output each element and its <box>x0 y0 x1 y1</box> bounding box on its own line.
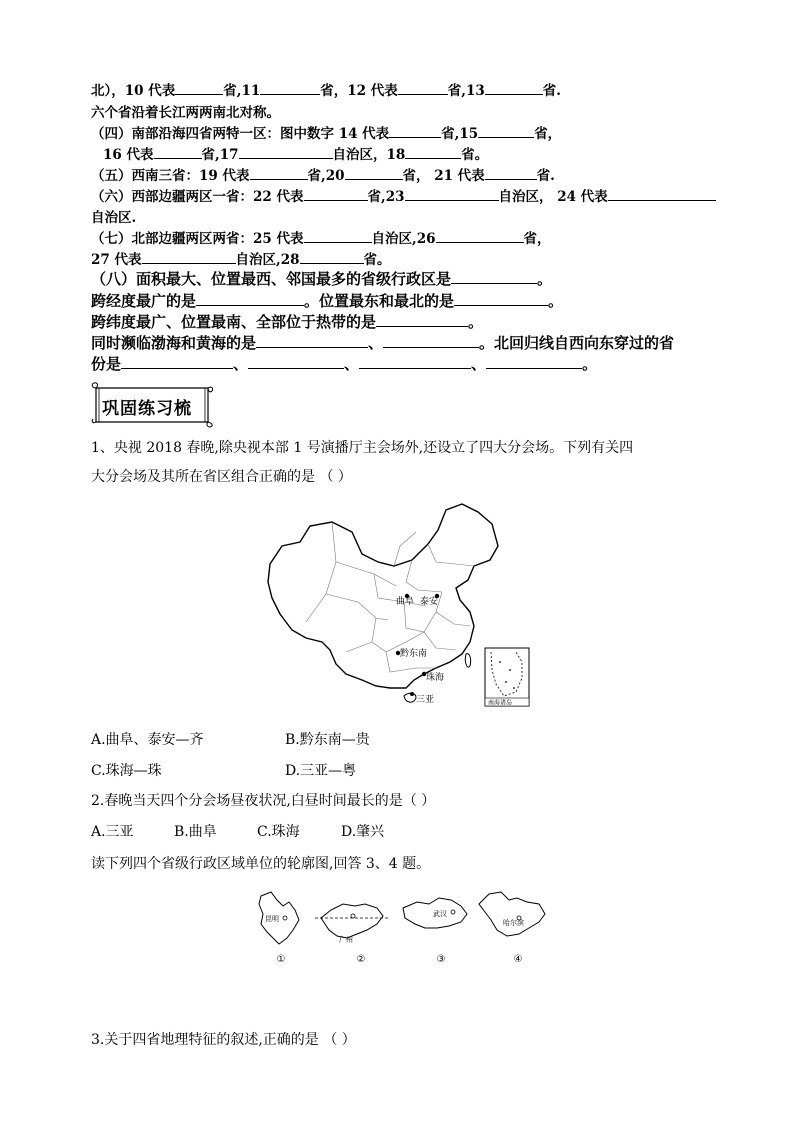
fill-line-10 <box>91 268 552 289</box>
china-map <box>266 502 534 712</box>
taiwan-island <box>465 654 470 667</box>
q1-line1: 1、央视 2018 春晚,除央视本部 1 号演播厅主会场外,还设立了四大分会场。下列有关四 <box>91 440 634 456</box>
blank[interactable] <box>405 188 499 201</box>
blank[interactable] <box>345 167 403 180</box>
south-china-sea-inset <box>485 648 529 707</box>
fill-line-1 <box>91 79 561 99</box>
blank[interactable] <box>260 82 320 95</box>
outline-2-city: 广州 <box>339 936 353 944</box>
q3-stem: 3.关于四省地理特征的叙述,正确的是 （ ） <box>91 1032 356 1048</box>
blank[interactable] <box>451 271 537 284</box>
text: 、 <box>368 334 384 352</box>
blank[interactable] <box>486 356 582 369</box>
text: 27 代表 <box>91 252 142 268</box>
text: 省,17 <box>201 147 239 163</box>
blank[interactable] <box>398 82 448 95</box>
outline-3-number: ③ <box>436 954 446 965</box>
fill-line-3 <box>91 122 561 142</box>
text: 省，12 代表 <box>320 83 398 99</box>
text: 省. <box>536 168 555 184</box>
hainan-island <box>404 693 416 702</box>
blank[interactable] <box>389 125 441 138</box>
china-outline <box>268 504 498 688</box>
text: 自治区， 24 代表 <box>498 189 608 205</box>
blank[interactable] <box>376 314 468 327</box>
text: 自治区,28 <box>235 252 300 268</box>
inset-label: 南海诸岛 <box>488 699 513 707</box>
blank[interactable] <box>485 82 543 95</box>
text: 自治区,26 <box>371 231 436 247</box>
fill-line-9 <box>91 248 391 268</box>
fill-line-2: 六个省沿着长江两两南北对称。 <box>91 105 280 121</box>
blank[interactable] <box>250 167 308 180</box>
blank[interactable] <box>239 146 333 159</box>
blank[interactable] <box>608 188 716 201</box>
map-label-qiandongnan: 黔东南 <box>400 649 428 659</box>
outline-4 <box>479 892 545 965</box>
blank[interactable] <box>485 167 537 180</box>
blank[interactable] <box>196 293 304 306</box>
outline-3 <box>403 898 467 965</box>
province-outlines <box>253 888 553 968</box>
map-label-zhuhai: 珠海 <box>426 673 445 683</box>
map-label-taian: 泰安 <box>420 597 439 607</box>
blank[interactable] <box>436 230 524 243</box>
text: 省， <box>534 126 562 142</box>
section-title: 巩固练习梳 <box>102 399 192 419</box>
text: （七）北部边疆两区两省：25 代表 <box>91 231 304 247</box>
text: （八）面积最大、位置最西、邻国最多的省级行政区是 <box>91 270 452 288</box>
text: 省,23 <box>367 189 405 205</box>
text: 省。 <box>363 252 391 268</box>
text: 跨纬度最广、位置最南、全部位于热带的是 <box>91 313 377 331</box>
blank[interactable] <box>304 230 372 243</box>
blank[interactable] <box>300 251 364 264</box>
text: 、 <box>344 355 360 373</box>
blank[interactable] <box>454 293 548 306</box>
q1-line2: 大分会场及其所在省区组合正确的是 （ ） <box>91 469 352 485</box>
text: 省。 <box>461 147 489 163</box>
blank[interactable] <box>359 356 471 369</box>
text: （四）南部沿海四省两特一区：图中数字 14 代表 <box>91 126 390 142</box>
blank[interactable] <box>248 356 344 369</box>
blank[interactable] <box>121 356 233 369</box>
fill-line-12 <box>91 311 483 332</box>
text: （六）西部边疆两区一省：22 代表 <box>91 189 304 205</box>
text: 份是 <box>91 355 122 373</box>
blank[interactable] <box>175 82 223 95</box>
q34-intro: 读下列四个省级行政区域单位的轮廓图,回答 3、4 题。 <box>91 856 431 872</box>
outline-3-city: 武汉 <box>433 910 447 918</box>
q2-option-b[interactable]: B.曲阜 <box>174 824 217 840</box>
fill-line-14 <box>91 353 597 374</box>
text: 。 <box>537 270 553 288</box>
fill-line-5 <box>91 164 555 184</box>
text: 、 <box>471 355 487 373</box>
map-label-sanya: 三亚 <box>416 695 435 705</box>
outline-1-number: ① <box>276 954 286 965</box>
text: 省,11 <box>223 83 261 99</box>
blank[interactable] <box>256 335 368 348</box>
q1-option-d[interactable]: D.三亚—粤 <box>285 763 357 779</box>
map-label-qufu: 曲阜 <box>396 597 415 607</box>
sanya-marker <box>410 692 414 696</box>
q2-stem: 2.春晚当天四个分会场昼夜状况,白昼时间最长的是（ ） <box>91 793 436 809</box>
blank[interactable] <box>478 125 534 138</box>
outline-1-city: 昆明 <box>265 915 279 923</box>
blank[interactable] <box>142 251 236 264</box>
fill-line-7: 自治区. <box>91 210 137 226</box>
text: 省,13 <box>447 83 485 99</box>
outline-2 <box>315 904 389 965</box>
blank[interactable] <box>304 188 368 201</box>
text: 省. <box>542 83 561 99</box>
text: 。位置最东和最北的是 <box>304 292 455 310</box>
fill-line-13 <box>91 332 674 353</box>
text: 省,20 <box>307 168 345 184</box>
fill-line-6 <box>91 185 716 205</box>
text: 省， 21 代表 <box>402 168 485 184</box>
text: 、 <box>233 355 249 373</box>
fill-line-11 <box>91 290 563 311</box>
outline-4-number: ④ <box>513 954 523 965</box>
fill-line-4 <box>103 143 488 163</box>
blank[interactable] <box>154 146 202 159</box>
text: 。 <box>468 313 484 331</box>
text: （五）西南三省：19 代表 <box>91 168 250 184</box>
text: 跨经度最广的是 <box>91 292 197 310</box>
q2-option-a[interactable]: A.三亚 <box>91 824 134 840</box>
q1-option-a[interactable]: A.曲阜、泰安—齐 <box>91 732 204 748</box>
outline-1 <box>259 892 299 965</box>
blank[interactable] <box>383 335 479 348</box>
text: 。 <box>548 292 564 310</box>
q2-option-d[interactable]: D.肇兴 <box>341 824 385 840</box>
text: 。 <box>582 355 598 373</box>
blank[interactable] <box>405 146 461 159</box>
text: 北），10 代表 <box>91 83 176 99</box>
text: 省,15 <box>441 126 479 142</box>
outline-2-number: ② <box>356 954 366 965</box>
q2-option-c[interactable]: C.珠海 <box>257 824 300 840</box>
text: 。北回归线自西向东穿过的省 <box>479 334 675 352</box>
q1-option-c[interactable]: C.珠海—珠 <box>91 763 162 779</box>
text: 16 代表 <box>103 147 154 163</box>
text: 同时濒临渤海和黄海的是 <box>91 334 257 352</box>
fill-line-8 <box>91 227 551 247</box>
text: 省， <box>523 231 551 247</box>
q1-option-b[interactable]: B.黔东南—贵 <box>285 732 370 748</box>
outline-4-city: 哈尔滨 <box>503 919 524 927</box>
text: 自治区，18 <box>332 147 406 163</box>
